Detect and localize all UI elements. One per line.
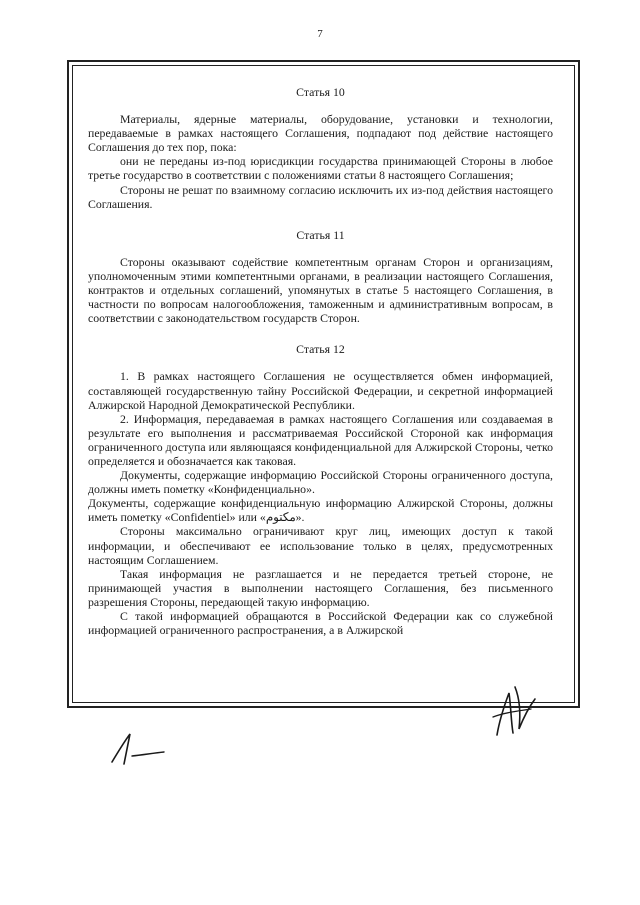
article-heading: Статья 10 [296, 85, 345, 99]
paragraph: Стороны оказывают содействие компетентным органам Сторон и организациям, уполномоченным этими компетентными органами, в реализации настоящего Соглашения, контрактов и отдельных соглашений, упомянутых в статье 5 настоящего Соглашения, в частности по вопросам налогообложения, таможенным и административным вопросам, в соответствии с законодательством государств Сторон. [88, 254, 553, 326]
paragraph: Документы, содержащие информацию Российской Стороны ограниченного доступа, должны иметь пометку «Конфиденциально». [88, 468, 553, 497]
signature-left-icon [108, 722, 168, 768]
paragraph: Материалы, ядерные материалы, оборудование, установки и технологии, передаваемые в рамках настоящего Соглашения, подпадают под действие настоящего Соглашения до тех пор, пока: [88, 112, 553, 155]
article-heading: Статья 11 [296, 227, 345, 242]
paragraph: 2. Информация, передаваемая в рамках настоящего Соглашения или создаваемая в результате его выполнения и рассматриваемая Российской Стороной как информация ограниченного доступа или являющаяся конфиденциальной для Алжирской Стороны, четко определяется и обозначается как таковая. [88, 411, 553, 468]
signature-right-icon [487, 683, 537, 739]
paragraph: 1. В рамках настоящего Соглашения не осуществляется обмен информацией, составляющей государственную тайну Российской Федерации, и секретной информацией Алжирской Народной Демократической Республики. [88, 369, 553, 412]
article-12-body [88, 369, 553, 637]
document-body [88, 78, 553, 698]
paragraph: они не переданы из-под юрисдикции государства принимающей Стороны в любое третье государство в соответствии с положениями статьи 8 настоящего Соглашения; [88, 154, 553, 183]
paragraph: Стороны не решат по взаимному согласию исключить их из-под действия настоящего Соглашения. [88, 182, 553, 211]
paragraph: Документы, содержащие конфиденциальную информацию Алжирской Стороны, должны иметь пометку «Confidentiel» или «مكتوم». [88, 496, 553, 525]
paragraph: Такая информация не разглашается и не передается третьей стороне, не принимающей участия в выполнении настоящего Соглашения, без письменного разрешения Стороны, передающей такую информацию. [88, 566, 553, 609]
paragraph: С такой информацией обращаются в Российской Федерации как со служебной информацией ограниченного распространения, а в Алжирской [88, 609, 553, 638]
article-10-body [88, 112, 553, 211]
paragraph: Стороны максимально ограничивают круг лиц, имеющих доступ к такой информации, и обеспечивают ее использование только в целях, предусмотренных настоящим Соглашением. [88, 524, 553, 567]
article-11-body [88, 255, 553, 325]
article-heading: Статья 12 [296, 342, 345, 357]
page-number: 7 [317, 28, 323, 40]
